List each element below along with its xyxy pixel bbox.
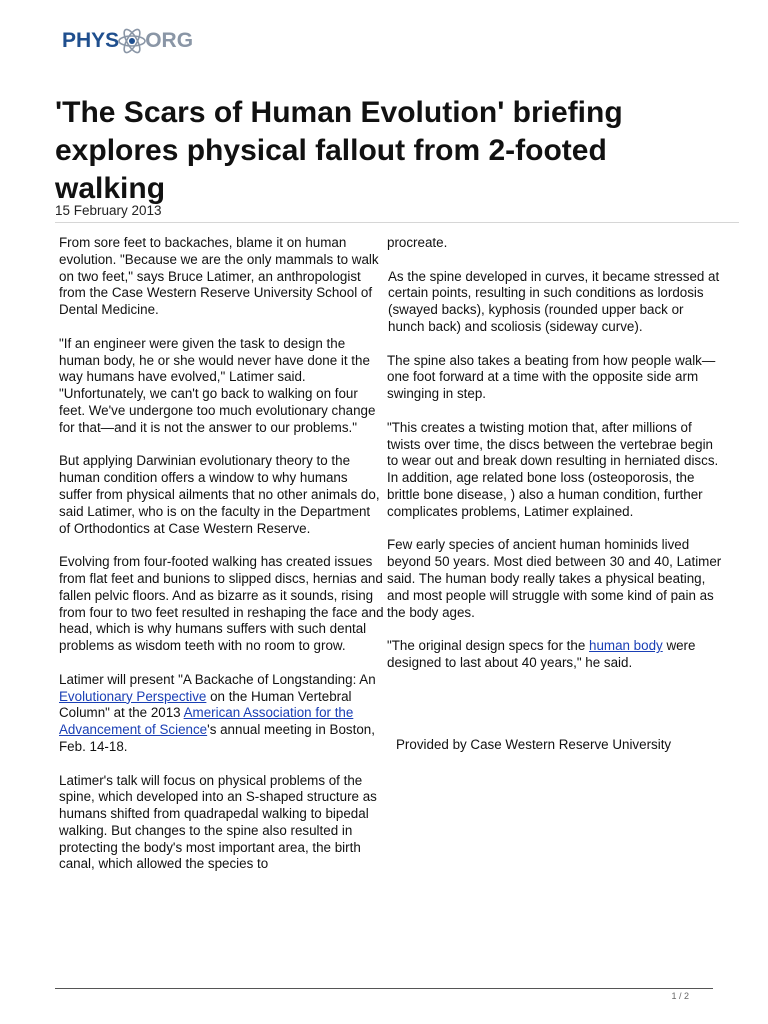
paragraph: Latimer's talk will focus on physical problems of the spine, which developed into an S-shaped structure as humans shifted from quadrapedal walking to bipedal walking. But changes to the spine also resulted in protecting the body's most important area, the birth canal, which allowed the species to [59,772,377,872]
link-human-body[interactable]: human body [589,638,663,654]
logo-phys-text: PHYS [62,29,120,52]
paragraph: Evolving from four-footed walking has created issues from flat feet and bunions to slipped discs, hernias and fallen pelvic floors. And as bizarre as it sounds, rising from four to two feet resulted in reshaping the face and head, which is why humans suffers with such dental problems as wisdom teeth with no room to grow. [59,554,384,654]
right-column [387,235,722,689]
text-span: on the Human Vertebral Column" at the 2013 [59,688,352,721]
footer-divider [55,988,713,989]
paragraph [387,638,722,672]
paragraph: "If an engineer were given the task to design the human body, he or she would never have done it the way humans have evolved," Latimer said. "Unfortunately, we can't go back to walking on four feet. We've undergone too much evolutionary change for that—and it is not the answer to our problems." [59,335,376,435]
paragraph: Few early species of ancient human hominids lived beyond 50 years. Most died between 30 and 40, Latimer said. The human body really takes a physical beating, and most people will struggle with some kind of pain as the body ages. [387,537,722,620]
paragraph: But applying Darwinian evolutionary theory to the human condition offers a window to why humans suffer from physical ailments that no other animals do, said Latimer, who is on the faculty in the Department of Orthodontics at Case Western Reserve. [59,453,380,536]
left-column [59,235,384,890]
text-span: 's annual meeting in Boston, Feb. 14-18. [59,722,375,754]
text-span: Latimer will present "A Backache of Longstanding: An [59,671,376,687]
atom-icon [117,26,147,56]
paragraph [59,672,384,756]
text-span: were designed to last about 40 years," he said. [387,638,696,670]
paragraph: "This creates a twisting motion that, after millions of twists over time, the discs between the vertebrae begin to wear out and break down resulting in herniated discs. In addition, age related bone loss (osteoporosis, the brittle bone disease, ) also a human condition, further complicates problems, Latimer explained. [387,419,719,519]
source-credit: Provided by Case Western Reserve University [396,737,672,752]
link-evolutionary-perspective[interactable]: Evolutionary Perspective [59,688,207,704]
phys-org-logo[interactable] [62,24,193,58]
paragraph: As the spine developed in curves, it became stressed at certain points, resulting in such conditions as lordosis (swayed backs), kyphosis (rounded upper back or hunch back) and scoliosis (sideway curve). [388,268,720,334]
header-divider [55,222,739,223]
link-aaas[interactable]: American Association for the Advancement of Science [59,705,354,738]
page-number: 1 / 2 [671,991,689,1001]
paragraph: procreate. [387,235,448,250]
article-title: 'The Scars of Human Evolution' briefing explores physical fallout from 2-footed walking [55,96,623,205]
logo-org-text: ORG [145,29,194,52]
paragraph: From sore feet to backaches, blame it on human evolution. "Because we are the only mammals to walk on two feet," says Bruce Latimer, an anthropologist from the Case Western Reserve University School of Dental Medicine. [59,235,379,318]
text-span: "The original design specs for the [387,638,590,654]
paragraph: The spine also takes a beating from how people walk—one foot forward at a time with the opposite side arm swinging in step. [387,352,716,402]
article-date: 15 February 2013 [55,203,162,218]
